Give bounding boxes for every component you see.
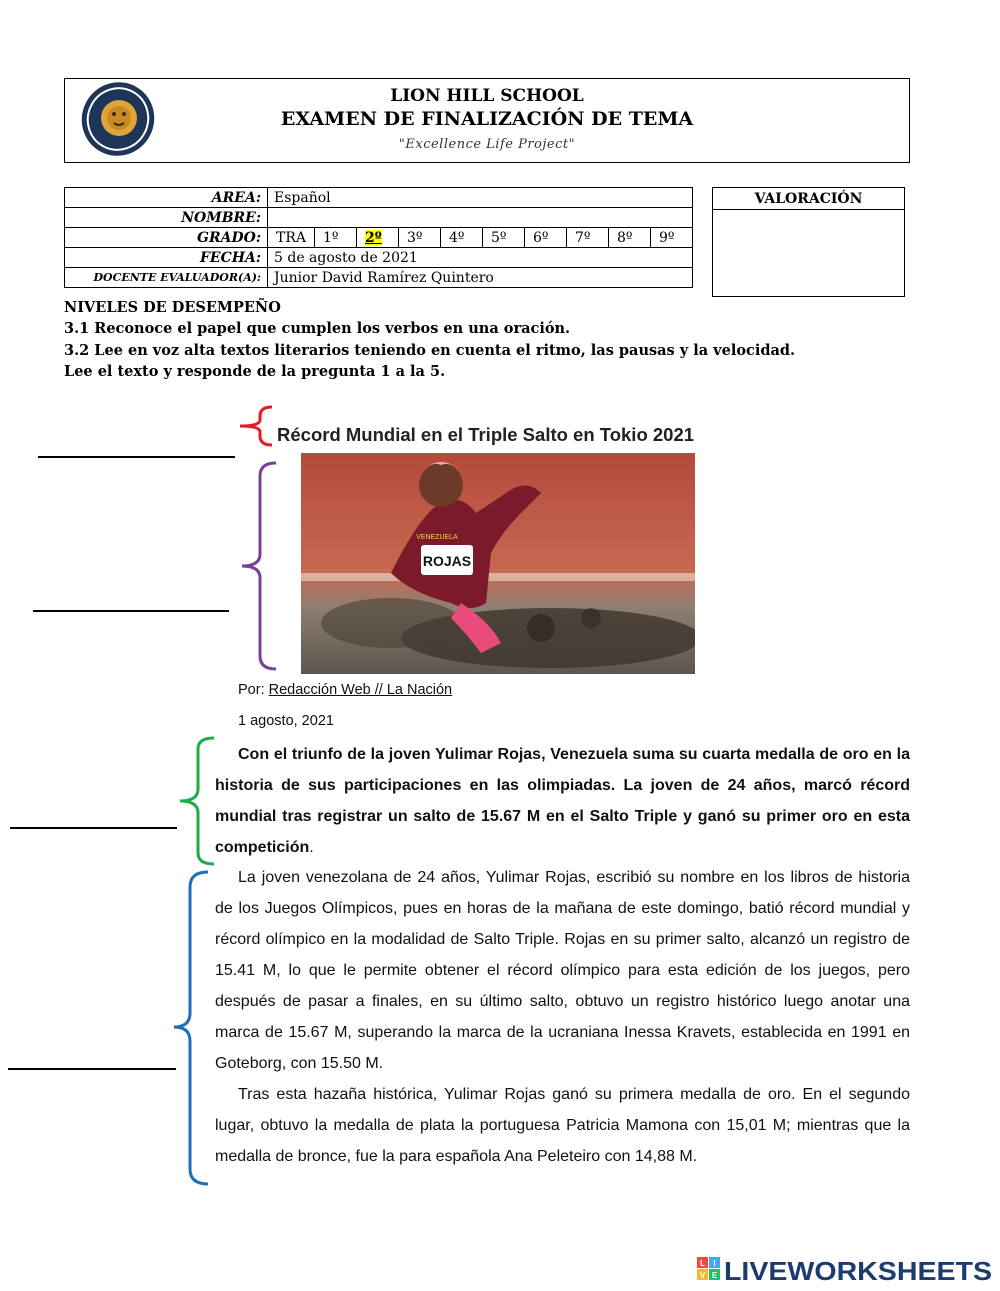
- lead-bracket-green: [176, 735, 218, 867]
- liveworksheets-logo: [697, 1254, 993, 1286]
- body-paragraph-1: [215, 862, 910, 1079]
- grade-8: 8º: [609, 228, 651, 248]
- instruction: Lee el texto y responde de la pregunta 1 a la 5.: [64, 363, 446, 380]
- exam-title: EXAMEN DE FINALIZACIÓN DE TEMA: [280, 108, 694, 130]
- info-table: [64, 187, 693, 288]
- nombre-label: NOMBRE:: [65, 208, 268, 228]
- docente-label: DOCENTE EVALUADOR(A):: [65, 268, 268, 288]
- docente-value: Junior David Ramírez Quintero: [268, 268, 693, 288]
- jersey-text: VENEZUELA: [416, 534, 458, 541]
- area-label: AREA:: [65, 188, 268, 208]
- nivel-3-1: 3.1 Reconoce el papel que cumplen los verbos en una oración.: [64, 320, 571, 337]
- grade-1: 1º: [315, 228, 357, 248]
- brand-icon-v: V: [699, 1271, 706, 1280]
- niveles-title: NIVELES DE DESEMPEÑO: [64, 299, 281, 316]
- grado-label: GRADO:: [65, 228, 268, 248]
- lead-period: .: [309, 839, 314, 856]
- grade-3: 3º: [399, 228, 441, 248]
- body-paragraph-2: [215, 1079, 910, 1172]
- lead-paragraph: [215, 739, 910, 863]
- grade-tra: TRA: [268, 228, 315, 248]
- valoracion-box: [712, 187, 905, 297]
- body-bracket-blue: [170, 869, 212, 1187]
- fecha-label: FECHA:: [65, 248, 268, 268]
- valoracion-label: VALORACIÓN: [713, 188, 904, 210]
- brand-icon-l: L: [700, 1259, 705, 1268]
- grade-7: 7º: [567, 228, 609, 248]
- article-title: Récord Mundial en el Triple Salto en Tokio 2021: [277, 424, 695, 445]
- area-value: Español: [268, 188, 693, 208]
- nombre-field[interactable]: [268, 208, 693, 228]
- grade-6: 6º: [525, 228, 567, 248]
- answer-line-1[interactable]: [38, 456, 235, 458]
- bib-text: ROJAS: [422, 553, 472, 569]
- title-bracket-red: [236, 404, 276, 448]
- brand-icon-i: I: [713, 1259, 716, 1268]
- fecha-value: 5 de agosto de 2021: [268, 248, 693, 268]
- nivel-3-2: 3.2 Lee en voz alta textos literarios teniendo en cuenta el ritmo, las pausas y la velocidad.: [64, 342, 796, 359]
- byline: [238, 682, 452, 698]
- grade-9: 9º: [651, 228, 693, 248]
- school-name: LION HILL SCHOOL: [390, 86, 584, 106]
- grade-5: 5º: [483, 228, 525, 248]
- athlete-photo: [301, 453, 695, 674]
- lead-text: Con el triunfo de la joven Yulimar Rojas, Venezuela suma su cuarta medalla de oro en la historia de sus participaciones en las olimpiadas. La joven de 24 años, marcó récord mundial tras registrar un salto de 15.67 M en el Salto Triple y ganó su primer oro en esta competición: [215, 746, 910, 856]
- article-date: 1 agosto, 2021: [238, 713, 334, 729]
- byline-prefix: Por:: [238, 682, 265, 698]
- answer-line-4[interactable]: [8, 1068, 176, 1070]
- answer-line-2[interactable]: [33, 610, 229, 612]
- brand-text: LIVEWORKSHEETS: [724, 1256, 992, 1286]
- body2-text: Tras esta hazaña histórica, Yulimar Rojas ganó su primera medalla de oro. En el segundo lugar, obtuvo la medalla de plata la portuguesa Patricia Mamona con 15,01 M; mientras que la medalla de bronce, fue la para española Ana Peleteiro con 14,88 M.: [215, 1086, 910, 1165]
- body1-text: La joven venezolana de 24 años, Yulimar Rojas, escribió su nombre en los libros de historia de los Juegos Olímpicos, pues en horas de la mañana de este domingo, batió récord mundial y récord olímpico en la modalidad de Salto Triple. Rojas en su primer salto, alcanzó un registro de 15.41 M, lo que le permite obtener el récord olímpico para esta edición de los juegos, pero después de pasar a finales, en su último salto, obtuvo un registro histórico luego anotar una marca de 15.67 M, superando la marca de la ucraniana Inessa Kravets, establecida en 1991 en Goteborg, con 15.50 M.: [215, 869, 910, 1072]
- answer-line-3[interactable]: [10, 827, 177, 829]
- school-motto: "Excellence Life Project": [398, 137, 576, 152]
- lion-logo-icon: [78, 80, 158, 158]
- grade-2-selected: [357, 228, 399, 248]
- grade-4: 4º: [441, 228, 483, 248]
- grade-2-highlight: 2º: [365, 229, 382, 246]
- byline-link[interactable]: Redacción Web // La Nación: [268, 682, 453, 698]
- image-bracket-purple: [238, 460, 280, 672]
- brand-icon-e: E: [711, 1271, 718, 1280]
